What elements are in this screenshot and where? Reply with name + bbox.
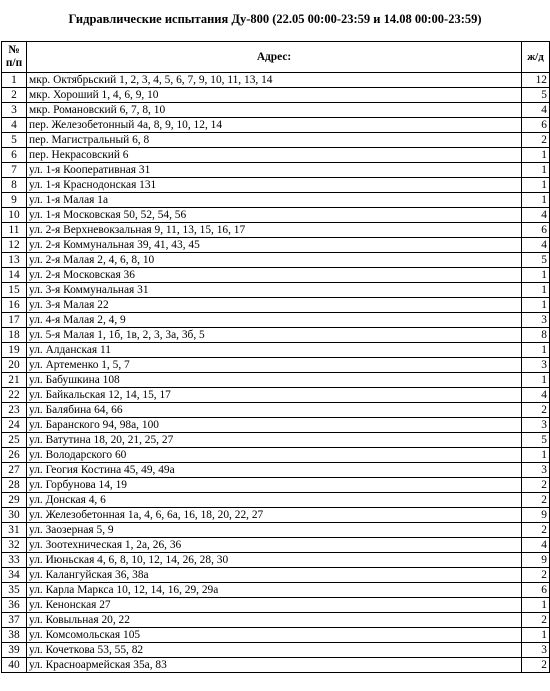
row-zhd-count: 3 (522, 643, 550, 658)
row-zhd-count: 1 (522, 373, 550, 388)
row-zhd-count: 3 (522, 358, 550, 373)
row-zhd-count: 1 (522, 448, 550, 463)
row-number: 10 (2, 208, 27, 223)
table-row (2, 283, 550, 298)
row-address: ул. Кочеткова 53, 55, 82 (27, 643, 522, 658)
row-address: ул. 1-я Краснодонская 131 (27, 178, 522, 193)
row-zhd-count: 1 (522, 268, 550, 283)
table-row (2, 163, 550, 178)
row-zhd-count: 4 (522, 388, 550, 403)
row-address: ул. Красноармейская 35а, 83 (27, 658, 522, 673)
row-zhd-count: 3 (522, 463, 550, 478)
row-address: ул. Ковыльная 20, 22 (27, 613, 522, 628)
table-row (2, 313, 550, 328)
header-zhd: ж/д (522, 42, 550, 73)
row-number: 31 (2, 523, 27, 538)
row-address: ул. 5-я Малая 1, 1б, 1в, 2, 3, 3а, 3б, 5 (27, 328, 522, 343)
row-zhd-count: 1 (522, 343, 550, 358)
row-address: ул. 1-я Московская 50, 52, 54, 56 (27, 208, 522, 223)
row-number: 38 (2, 628, 27, 643)
table-row (2, 478, 550, 493)
table-row (2, 223, 550, 238)
row-number: 9 (2, 193, 27, 208)
table-row (2, 253, 550, 268)
row-zhd-count: 9 (522, 508, 550, 523)
row-address: ул. 3-я Малая 22 (27, 298, 522, 313)
row-number: 29 (2, 493, 27, 508)
table-row (2, 538, 550, 553)
table-row (2, 553, 550, 568)
row-address: ул. 1-я Малая 1а (27, 193, 522, 208)
row-number: 1 (2, 73, 27, 88)
row-number: 17 (2, 313, 27, 328)
row-zhd-count: 2 (522, 568, 550, 583)
header-number-line2: п/п (5, 57, 23, 69)
row-address: ул. Заозерная 5, 9 (27, 523, 522, 538)
row-zhd-count: 3 (522, 313, 550, 328)
table-row (2, 568, 550, 583)
row-address: ул. Баранского 94, 98а, 100 (27, 418, 522, 433)
row-number: 33 (2, 553, 27, 568)
row-number: 23 (2, 403, 27, 418)
row-zhd-count: 2 (522, 493, 550, 508)
row-zhd-count: 5 (522, 253, 550, 268)
table-row (2, 508, 550, 523)
row-number: 30 (2, 508, 27, 523)
row-address: ул. 2-я Московская 36 (27, 268, 522, 283)
row-zhd-count: 6 (522, 223, 550, 238)
row-number: 26 (2, 448, 27, 463)
row-number: 37 (2, 613, 27, 628)
row-zhd-count: 1 (522, 148, 550, 163)
row-address: ул. 2-я Верхневокзальная 9, 11, 13, 15, 16, 17 (27, 223, 522, 238)
row-zhd-count: 2 (522, 523, 550, 538)
row-zhd-count: 2 (522, 133, 550, 148)
row-address: ул. Горбунова 14, 19 (27, 478, 522, 493)
table-row (2, 448, 550, 463)
row-address: ул. 2-я Малая 2, 4, 6, 8, 10 (27, 253, 522, 268)
row-number: 4 (2, 118, 27, 133)
row-address: ул. Володарского 60 (27, 448, 522, 463)
row-address: мкр. Октябрьский 1, 2, 3, 4, 5, 6, 7, 9, 10, 11, 13, 14 (27, 73, 522, 88)
row-number: 11 (2, 223, 27, 238)
table-row (2, 193, 550, 208)
row-address: ул. Балябина 64, 66 (27, 403, 522, 418)
table-row (2, 118, 550, 133)
row-number: 24 (2, 418, 27, 433)
table-row (2, 388, 550, 403)
row-address: ул. 3-я Коммунальная 31 (27, 283, 522, 298)
row-number: 28 (2, 478, 27, 493)
row-address: ул. Байкальская 12, 14, 15, 17 (27, 388, 522, 403)
row-zhd-count: 1 (522, 163, 550, 178)
row-number: 20 (2, 358, 27, 373)
row-number: 2 (2, 88, 27, 103)
table-row (2, 88, 550, 103)
table-body (2, 73, 550, 673)
row-address: ул. Зоотехническая 1, 2а, 26, 36 (27, 538, 522, 553)
table-row (2, 463, 550, 478)
row-zhd-count: 9 (522, 553, 550, 568)
row-address: ул. Железобетонная 1а, 4, 6, 6а, 16, 18, 20, 22, 27 (27, 508, 522, 523)
row-number: 36 (2, 598, 27, 613)
row-number: 6 (2, 148, 27, 163)
table-row (2, 343, 550, 358)
table-row (2, 643, 550, 658)
row-address: ул. Геогия Костина 45, 49, 49а (27, 463, 522, 478)
row-number: 8 (2, 178, 27, 193)
header-number (2, 42, 27, 73)
row-zhd-count: 1 (522, 298, 550, 313)
row-number: 39 (2, 643, 27, 658)
row-number: 5 (2, 133, 27, 148)
row-address: ул. Артеменко 1, 5, 7 (27, 358, 522, 373)
table-row (2, 418, 550, 433)
row-zhd-count: 6 (522, 583, 550, 598)
row-zhd-count: 4 (522, 208, 550, 223)
row-address: ул. 1-я Кооперативная 31 (27, 163, 522, 178)
table-row (2, 298, 550, 313)
table-row (2, 523, 550, 538)
table-header-row (2, 42, 550, 73)
row-address: ул. 4-я Малая 2, 4, 9 (27, 313, 522, 328)
row-number: 14 (2, 268, 27, 283)
row-number: 35 (2, 583, 27, 598)
table-row (2, 103, 550, 118)
row-zhd-count: 2 (522, 613, 550, 628)
table-row (2, 403, 550, 418)
row-address: ул. Ватутина 18, 20, 21, 25, 27 (27, 433, 522, 448)
row-address: мкр. Романовский 6, 7, 8, 10 (27, 103, 522, 118)
row-zhd-count: 3 (522, 418, 550, 433)
row-address: пер. Некрасовский 6 (27, 148, 522, 163)
row-address: мкр. Хороший 1, 4, 6, 9, 10 (27, 88, 522, 103)
document-title: Гидравлические испытания Ду-800 (22.05 00:00-23:59 и 14.08 00:00-23:59) (68, 12, 482, 26)
table-row (2, 433, 550, 448)
row-number: 12 (2, 238, 27, 253)
row-address: ул. Карла Маркса 10, 12, 14, 16, 29, 29а (27, 583, 522, 598)
row-zhd-count: 4 (522, 238, 550, 253)
row-zhd-count: 5 (522, 433, 550, 448)
table-row (2, 583, 550, 598)
row-zhd-count: 8 (522, 328, 550, 343)
row-number: 19 (2, 343, 27, 358)
table-row (2, 658, 550, 673)
table-row (2, 598, 550, 613)
row-address: ул. Калангуйская 36, 38а (27, 568, 522, 583)
row-address: пер. Магистральный 6, 8 (27, 133, 522, 148)
row-zhd-count: 1 (522, 193, 550, 208)
row-number: 40 (2, 658, 27, 673)
row-number: 15 (2, 283, 27, 298)
row-number: 3 (2, 103, 27, 118)
row-zhd-count: 1 (522, 628, 550, 643)
table-row (2, 238, 550, 253)
table-row (2, 73, 550, 88)
row-address: ул. 2-я Коммунальная 39, 41, 43, 45 (27, 238, 522, 253)
row-zhd-count: 2 (522, 658, 550, 673)
row-zhd-count: 6 (522, 118, 550, 133)
row-address: ул. Алданская 11 (27, 343, 522, 358)
row-number: 34 (2, 568, 27, 583)
row-address: ул. Июньская 4, 6, 8, 10, 12, 14, 26, 28, 30 (27, 553, 522, 568)
table-row (2, 613, 550, 628)
row-zhd-count: 2 (522, 478, 550, 493)
row-number: 18 (2, 328, 27, 343)
table-row (2, 328, 550, 343)
row-address: ул. Бабушкина 108 (27, 373, 522, 388)
row-zhd-count: 4 (522, 538, 550, 553)
table-row (2, 148, 550, 163)
row-address: ул. Донская 4, 6 (27, 493, 522, 508)
row-address: пер. Железобетонный 4а, 8, 9, 10, 12, 14 (27, 118, 522, 133)
table-row (2, 208, 550, 223)
row-number: 16 (2, 298, 27, 313)
row-zhd-count: 1 (522, 283, 550, 298)
table-row (2, 133, 550, 148)
row-address: ул. Кенонская 27 (27, 598, 522, 613)
table-row (2, 628, 550, 643)
table-row (2, 358, 550, 373)
row-number: 27 (2, 463, 27, 478)
row-number: 25 (2, 433, 27, 448)
row-number: 21 (2, 373, 27, 388)
row-zhd-count: 4 (522, 103, 550, 118)
table-row (2, 178, 550, 193)
header-number-line1: № (8, 44, 20, 56)
row-address: ул. Комсомольская 105 (27, 628, 522, 643)
row-zhd-count: 2 (522, 403, 550, 418)
row-zhd-count: 5 (522, 88, 550, 103)
header-address: Адрес: (27, 42, 522, 73)
row-zhd-count: 1 (522, 598, 550, 613)
table-row (2, 268, 550, 283)
addresses-table (1, 41, 550, 673)
row-zhd-count: 1 (522, 178, 550, 193)
table-row (2, 373, 550, 388)
row-zhd-count: 12 (522, 73, 550, 88)
table-row (2, 493, 550, 508)
row-number: 13 (2, 253, 27, 268)
row-number: 7 (2, 163, 27, 178)
row-number: 22 (2, 388, 27, 403)
row-number: 32 (2, 538, 27, 553)
